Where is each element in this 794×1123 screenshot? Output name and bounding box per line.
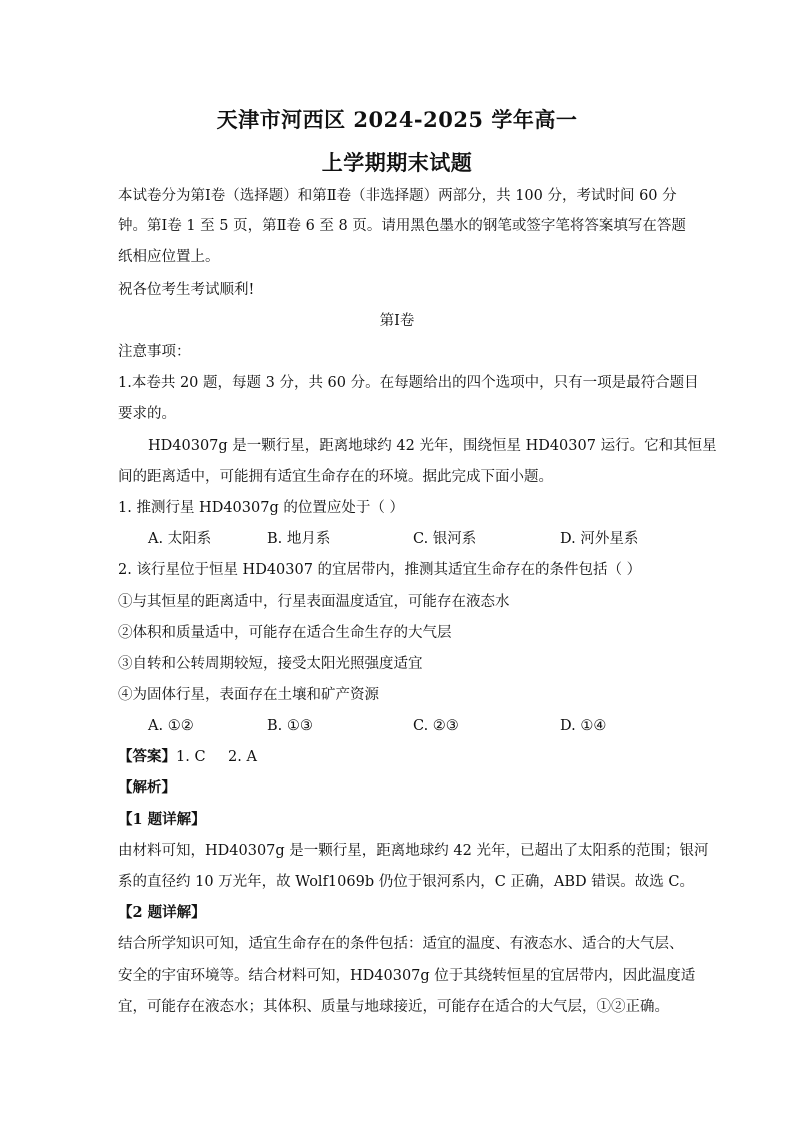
section-title: 第Ⅰ卷 [379,313,415,329]
q2-item: ②体积和质量适中，可能存在适合生命生存的大气层 [118,625,452,641]
intro-line: 钟。第Ⅰ卷 1 至 5 页，第Ⅱ卷 6 至 8 页。请用黑色墨水的钢笔或签字笔将答案填写在答题 [118,218,686,234]
intro-line: 纸相应位置上。 [118,249,220,265]
notice-heading: 注意事项： [118,344,191,360]
detail-1-line: 系的直径约 10 万光年，故 Wolf1069b 仍位于银河系内，C 正确，ABD 错误。故选 C。 [118,874,694,890]
q2-option-c: C. ②③ [413,718,459,734]
q2-option-b: B. ①③ [267,718,313,734]
page-title: 天津市河西区 2024-2025 学年高一 [216,107,578,132]
detail-1-line: 由材料可知，HD40307g 是一颗行星，距离地球约 42 光年，已超出了太阳系的范围；银河 [118,843,709,859]
analysis-heading: 【解析】 [118,779,176,796]
detail-2-line: 宜，可能存在液态水；其体积、质量与地球接近，可能存在适合的大气层，①②正确。 [118,999,669,1015]
detail-1-heading: 【1 题详解】 [118,811,206,828]
q1-option-b: B. 地月系 [267,531,331,547]
page-subtitle: 上学期期末试题 [321,150,473,175]
answer-2: 2. A [228,749,257,765]
intro-line: 本试卷分为第Ⅰ卷（选择题）和第Ⅱ卷（非选择题）两部分，共 100 分，考试时间 60 分 [118,188,677,204]
q1-option-a: A. 太阳系 [148,531,212,547]
answer-label: 【答案】 [118,748,176,765]
detail-2-line: 安全的宇宙环境等。结合材料可知，HD40307g 位于其绕转恒星的宜居带内，因此温度适 [118,968,696,984]
q2-option-d: D. ①④ [560,718,607,734]
q2-option-a: A. ①② [148,718,194,734]
q2-item: ④为固体行星，表面存在土壤和矿产资源 [118,687,379,703]
detail-2-line: 结合所学知识可知，适宜生命存在的条件包括：适宜的温度、有液态水、适合的大气层、 [118,936,684,952]
wish-text: 祝各位考生考试顺利! [118,282,255,298]
q2-item: ①与其恒星的距离适中，行星表面温度适宜，可能存在液态水 [118,594,510,610]
question-1-stem: 1. 推测行星 HD40307g 的位置应处于（ ） [118,500,404,516]
notice-line: 1.本卷共 20 题，每题 3 分，共 60 分。在每题给出的四个选项中，只有一项是最符合题目 [118,375,699,391]
answer-1: 1. C [176,749,206,765]
notice-line: 要求的。 [118,406,176,422]
q2-item: ③自转和公转周期较短，接受太阳光照强度适宜 [118,656,423,672]
material-line: HD40307g 是一颗行星，距离地球约 42 光年，围绕恒星 HD40307 运行。它和其恒星 [148,438,717,454]
q1-option-d: D. 河外星系 [560,531,639,547]
q1-option-c: C. 银河系 [413,531,477,547]
material-line: 间的距离适中，可能拥有适宜生命存在的环境。据此完成下面小题。 [118,469,553,485]
detail-2-heading: 【2 题详解】 [118,904,206,921]
question-2-stem: 2. 该行星位于恒星 HD40307 的宜居带内，推测其适宜生命存在的条件包括（ ） [118,562,642,578]
